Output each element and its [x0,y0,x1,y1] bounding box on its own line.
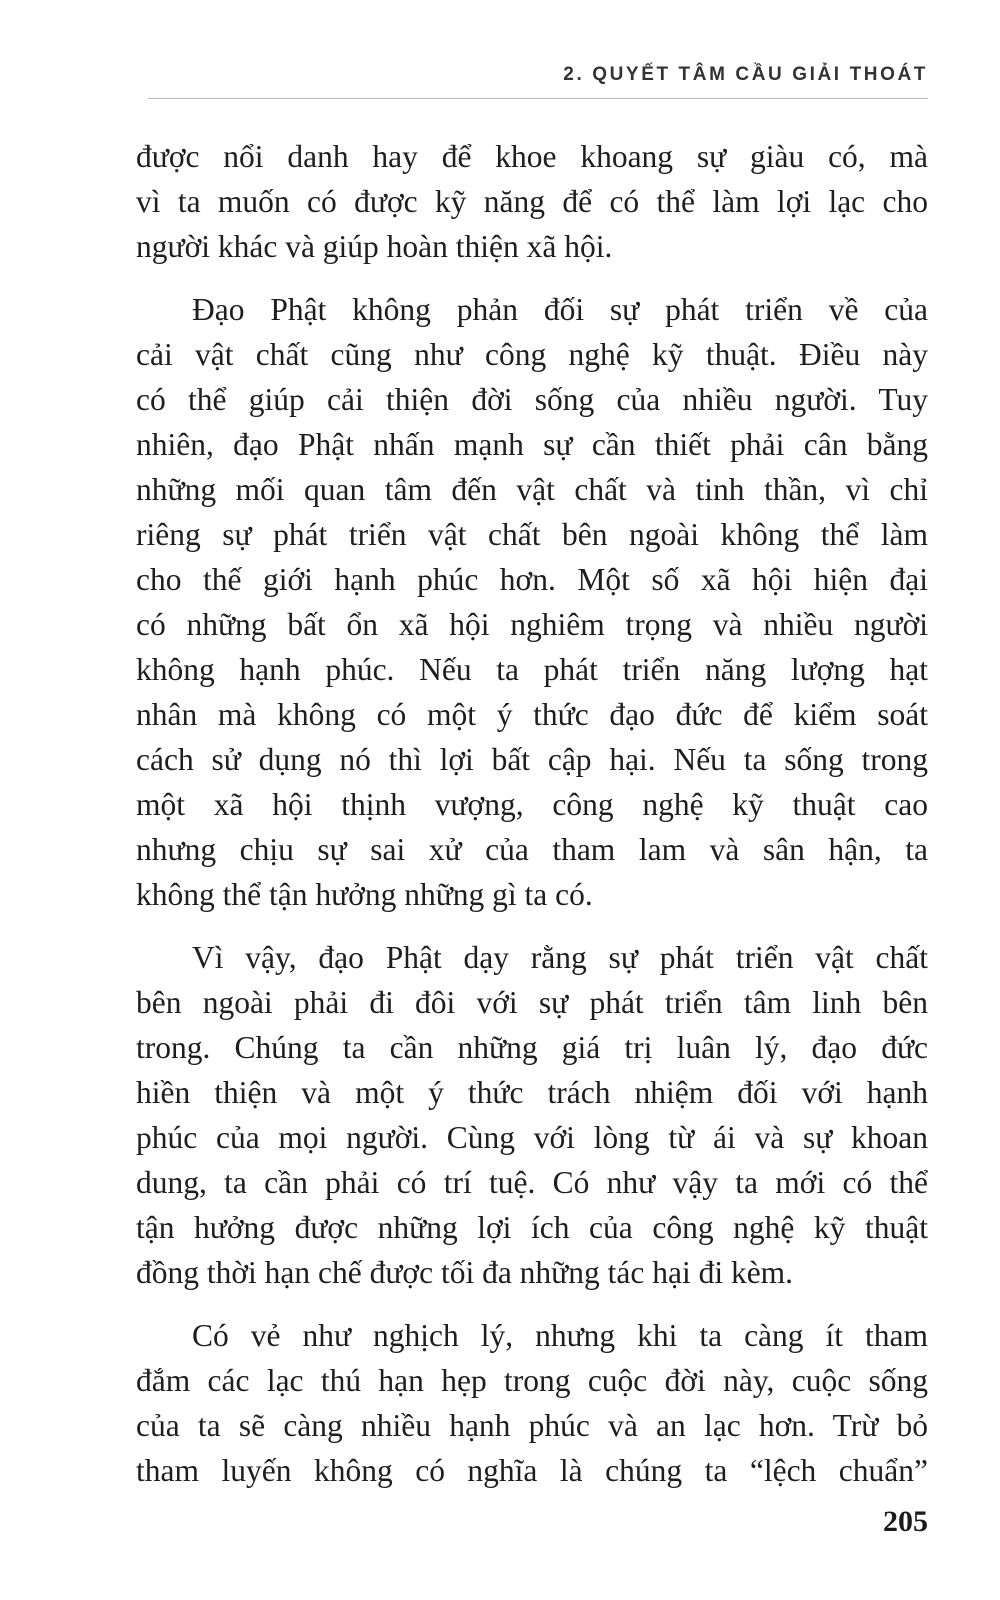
text-line: tận hưởng được những lợi ích của công nghệ kỹ thuật [136,1210,928,1245]
text-line: nhưng chịu sự sai xử của tham lam và sân hận, ta [136,832,928,867]
text-line: trong. Chúng ta cần những giá trị luân lý, đạo đức [136,1030,928,1065]
text-line: Vì vậy, đạo Phật dạy rằng sự phát triển vật chất [192,940,928,975]
text-line: hiền thiện và một ý thức trách nhiệm đối với hạnh [136,1075,928,1110]
text-line: người khác và giúp hoàn thiện xã hội. [136,229,613,264]
text-line: cách sử dụng nó thì lợi bất cập hại. Nếu ta sống trong [136,742,928,777]
text-line: đồng thời hạn chế được tối đa những tác hại đi kèm. [136,1255,794,1290]
page-number: 205 [883,1505,928,1538]
text-line: đắm các lạc thú hạn hẹp trong cuộc đời này, cuộc sống [136,1363,928,1398]
text-line: cải vật chất cũng như công nghệ kỹ thuật. Điều này [136,337,928,372]
text-line: Có vẻ như nghịch lý, nhưng khi ta càng ít tham [192,1318,928,1353]
text-line: Đạo Phật không phản đối sự phát triển về của [192,292,928,327]
text-line: tham luyến không có nghĩa là chúng ta “lệch chuẩn” [136,1453,928,1488]
paragraph [136,935,928,1295]
text-line: vì ta muốn có được kỹ năng để có thể làm lợi lạc cho [136,184,928,219]
text-line: không hạnh phúc. Nếu ta phát triển năng lượng hạt [136,652,928,687]
paragraph [136,287,928,917]
running-header [148,56,928,99]
paragraph [136,134,928,269]
body-text [136,134,928,1511]
text-line: phúc của mọi người. Cùng với lòng từ ái và sự khoan [136,1120,928,1155]
running-title: 2. QUYẾT TÂM CẦU GIẢI THOÁT [563,64,928,85]
text-line: nhân mà không có một ý thức đạo đức để kiểm soát [136,697,928,732]
text-line: một xã hội thịnh vượng, công nghệ kỹ thuật cao [136,787,928,822]
text-line: không thể tận hưởng những gì ta có. [136,877,593,912]
text-line: nhiên, đạo Phật nhấn mạnh sự cần thiết phải cân bằng [136,427,928,462]
text-line: những mối quan tâm đến vật chất và tinh thần, vì chỉ [136,472,928,507]
text-line: bên ngoài phải đi đôi với sự phát triển tâm linh bên [136,985,928,1020]
text-line: có những bất ổn xã hội nghiêm trọng và nhiều người [136,607,928,642]
text-line: được nổi danh hay để khoe khoang sự giàu có, mà [136,139,928,174]
paragraph [136,1313,928,1493]
text-line: cho thế giới hạnh phúc hơn. Một số xã hội hiện đại [136,562,928,597]
text-line: riêng sự phát triển vật chất bên ngoài không thể làm [136,517,928,552]
text-line: có thể giúp cải thiện đời sống của nhiều người. Tuy [136,382,928,417]
text-line: dung, ta cần phải có trí tuệ. Có như vậy ta mới có thể [136,1165,928,1200]
text-line: của ta sẽ càng nhiều hạnh phúc và an lạc hơn. Trừ bỏ [136,1408,928,1443]
